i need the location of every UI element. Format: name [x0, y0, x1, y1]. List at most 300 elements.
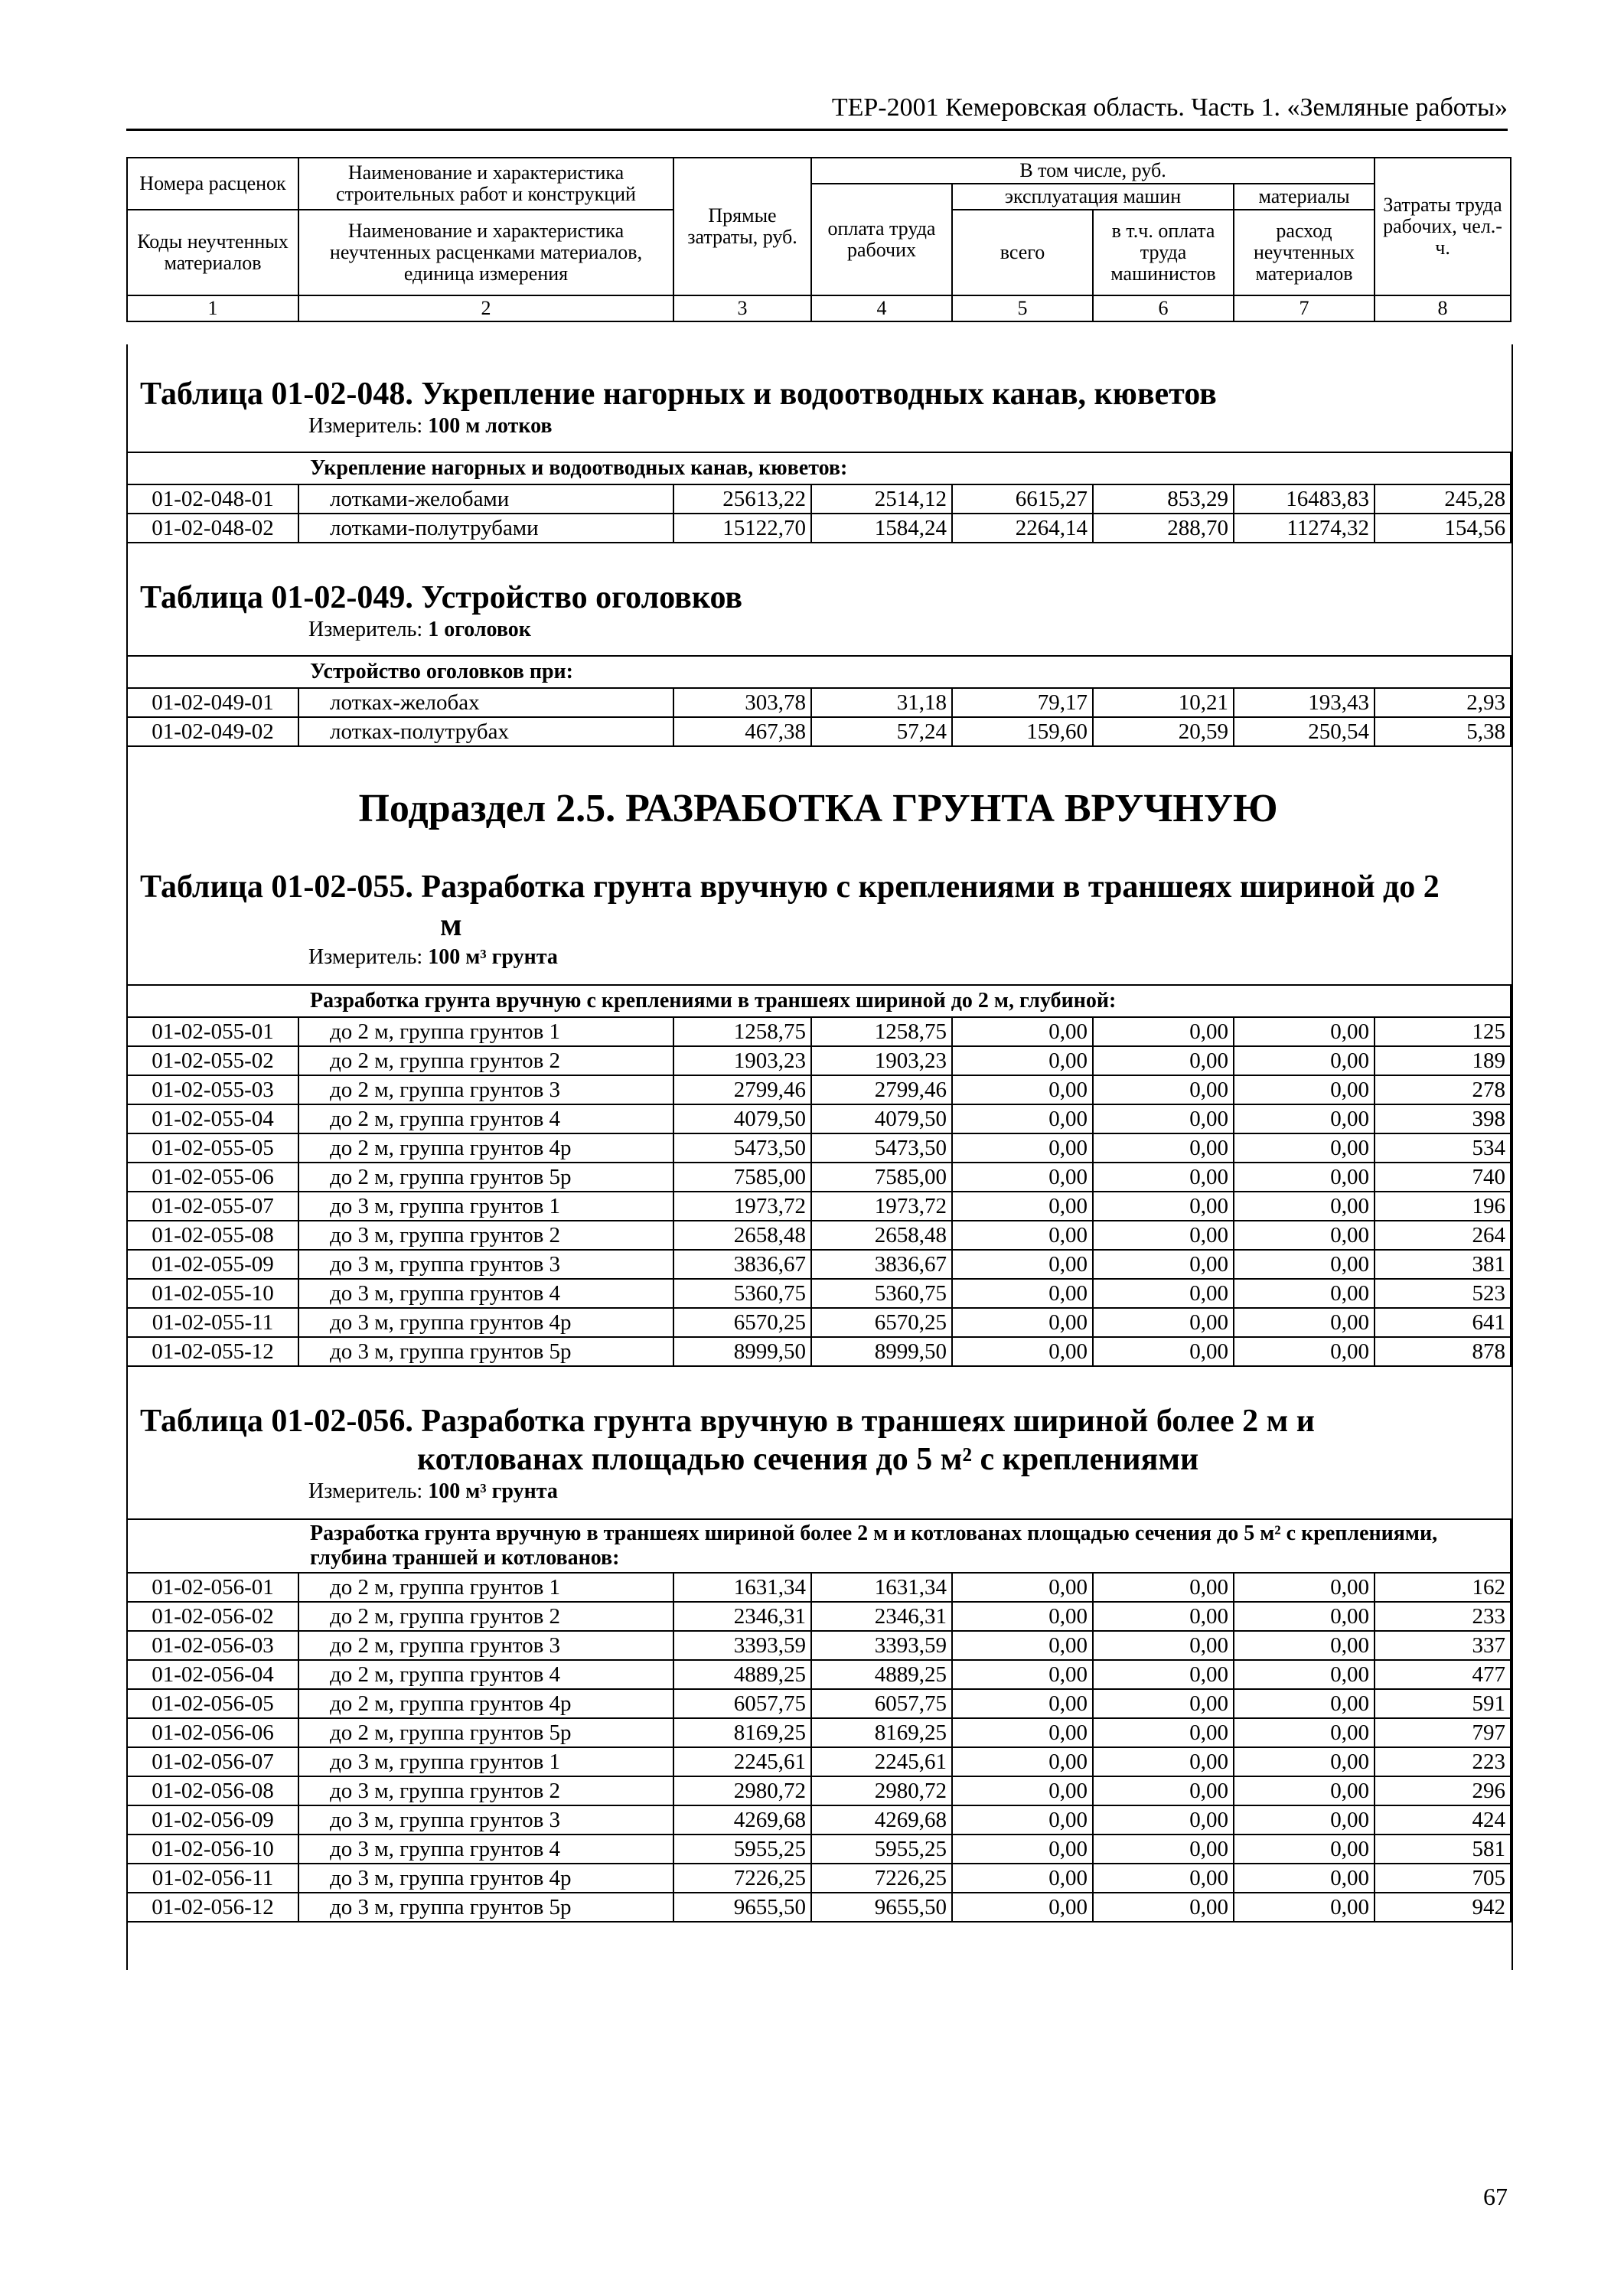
direct-costs: 5473,50	[673, 1133, 811, 1163]
col-direct-costs: Прямые затраты, руб.	[673, 158, 811, 295]
machines-total: 0,00	[952, 1631, 1093, 1660]
worker-wages: 7226,25	[811, 1864, 952, 1893]
labor-hours: 278	[1375, 1075, 1511, 1104]
worker-wages: 2346,31	[811, 1602, 952, 1631]
col-machines-total: всего	[952, 210, 1093, 295]
table-048	[126, 452, 1511, 543]
table-row	[127, 1776, 1511, 1805]
col-num-3: 3	[673, 295, 811, 321]
col-materials: материалы	[1234, 184, 1375, 210]
direct-costs: 303,78	[673, 688, 811, 717]
rate-code: 01-02-048-02	[127, 514, 298, 543]
work-name: до 3 м, группа грунтов 4	[298, 1835, 673, 1864]
machines-total: 0,00	[952, 1046, 1093, 1075]
col-codes-top: Номера расценок	[127, 158, 298, 210]
materials-usage: 11274,32	[1234, 514, 1375, 543]
work-name: лотками-полутрубами	[298, 514, 673, 543]
direct-costs: 7585,00	[673, 1163, 811, 1192]
rate-code: 01-02-056-07	[127, 1747, 298, 1776]
work-name: до 3 м, группа грунтов 4	[298, 1279, 673, 1308]
direct-costs: 4889,25	[673, 1660, 811, 1689]
table-row	[127, 1104, 1511, 1133]
labor-hours: 477	[1375, 1660, 1511, 1689]
work-name: до 2 м, группа грунтов 4	[298, 1660, 673, 1689]
col-num-5: 5	[952, 295, 1093, 321]
measurer	[126, 1479, 1510, 1505]
table-row	[127, 484, 1511, 514]
labor-hours: 878	[1375, 1337, 1511, 1366]
materials-usage: 0,00	[1234, 1250, 1375, 1279]
table-row	[127, 1337, 1511, 1366]
rate-code: 01-02-055-09	[127, 1250, 298, 1279]
measurer-unit: 100 м³ грунта	[428, 1479, 558, 1503]
worker-wages: 5360,75	[811, 1279, 952, 1308]
labor-hours: 223	[1375, 1747, 1511, 1776]
worker-wages: 31,18	[811, 688, 952, 717]
worker-wages: 2514,12	[811, 484, 952, 514]
work-name: до 2 м, группа грунтов 5р	[298, 1163, 673, 1192]
labor-hours: 797	[1375, 1718, 1511, 1747]
table-title: Таблица 01-02-049. Устройство оголовков	[140, 580, 743, 615]
materials-usage: 0,00	[1234, 1718, 1375, 1747]
col-num-7: 7	[1234, 295, 1375, 321]
col-num-2: 2	[298, 295, 673, 321]
work-name: до 2 м, группа грунтов 2	[298, 1602, 673, 1631]
table-row	[127, 1221, 1511, 1250]
machines-total: 0,00	[952, 1718, 1093, 1747]
machines-total: 0,00	[952, 1835, 1093, 1864]
work-name: до 2 м, группа грунтов 2	[298, 1046, 673, 1075]
rate-code: 01-02-055-03	[127, 1075, 298, 1104]
materials-usage: 0,00	[1234, 1602, 1375, 1631]
labor-hours: 424	[1375, 1805, 1511, 1835]
direct-costs: 3393,59	[673, 1631, 811, 1660]
machinists-wages: 0,00	[1093, 1221, 1234, 1250]
machines-total: 79,17	[952, 688, 1093, 717]
labor-hours: 398	[1375, 1104, 1511, 1133]
worker-wages: 1258,75	[811, 1017, 952, 1046]
direct-costs: 7226,25	[673, 1864, 811, 1893]
table-row	[127, 1660, 1511, 1689]
worker-wages: 1973,72	[811, 1192, 952, 1221]
col-materials-usage: расход неучтенных материалов	[1234, 210, 1375, 295]
rate-code: 01-02-055-02	[127, 1046, 298, 1075]
machinists-wages: 0,00	[1093, 1104, 1234, 1133]
materials-usage: 250,54	[1234, 717, 1375, 746]
machinists-wages: 0,00	[1093, 1046, 1234, 1075]
machinists-wages: 20,59	[1093, 717, 1234, 746]
worker-wages: 3393,59	[811, 1631, 952, 1660]
table-row	[127, 688, 1511, 717]
direct-costs: 1258,75	[673, 1017, 811, 1046]
machines-total: 0,00	[952, 1776, 1093, 1805]
direct-costs: 2980,72	[673, 1776, 811, 1805]
direct-costs: 1973,72	[673, 1192, 811, 1221]
table-row	[127, 1864, 1511, 1893]
machines-total: 0,00	[952, 1602, 1093, 1631]
work-name: до 2 м, группа грунтов 4р	[298, 1133, 673, 1163]
table-row	[127, 1689, 1511, 1718]
direct-costs: 5955,25	[673, 1835, 811, 1864]
rate-code: 01-02-056-08	[127, 1776, 298, 1805]
rate-code: 01-02-056-01	[127, 1573, 298, 1602]
table-row	[127, 1718, 1511, 1747]
machines-total: 159,60	[952, 717, 1093, 746]
worker-wages: 2799,46	[811, 1075, 952, 1104]
col-in-total: В том числе, руб.	[811, 158, 1375, 184]
machinists-wages: 0,00	[1093, 1279, 1234, 1308]
rate-code: 01-02-055-05	[127, 1133, 298, 1163]
col-labor: Затраты труда рабочих, чел.-ч.	[1375, 158, 1511, 295]
rate-code: 01-02-056-04	[127, 1660, 298, 1689]
rate-code: 01-02-049-02	[127, 717, 298, 746]
table-title: Таблица 01-02-048. Укрепление нагорных и водоотводных канав, кюветов	[140, 377, 1217, 412]
rate-code: 01-02-056-12	[127, 1893, 298, 1922]
machinists-wages: 0,00	[1093, 1573, 1234, 1602]
materials-usage: 0,00	[1234, 1075, 1375, 1104]
worker-wages: 4079,50	[811, 1104, 952, 1133]
work-name: до 3 м, группа грунтов 5р	[298, 1337, 673, 1366]
worker-wages: 6057,75	[811, 1689, 952, 1718]
machinists-wages: 0,00	[1093, 1017, 1234, 1046]
direct-costs: 8999,50	[673, 1337, 811, 1366]
col-num-6: 6	[1093, 295, 1234, 321]
worker-wages: 4269,68	[811, 1805, 952, 1835]
rate-code: 01-02-055-10	[127, 1279, 298, 1308]
labor-hours: 296	[1375, 1776, 1511, 1805]
direct-costs: 3836,67	[673, 1250, 811, 1279]
work-name: до 2 м, группа грунтов 1	[298, 1017, 673, 1046]
page-number: 67	[1483, 2183, 1508, 2210]
table-049-heading	[126, 579, 1510, 643]
table-055	[126, 984, 1511, 1367]
col-machinists: в т.ч. оплата труда машинистов	[1093, 210, 1234, 295]
materials-usage: 0,00	[1234, 1163, 1375, 1192]
group-heading: Разработка грунта вручную с креплениями в траншеях шириной до 2 м, глубиной:	[127, 985, 1511, 1017]
labor-hours: 523	[1375, 1279, 1511, 1308]
materials-usage: 0,00	[1234, 1133, 1375, 1163]
materials-usage: 0,00	[1234, 1279, 1375, 1308]
table-title	[126, 1402, 1510, 1479]
table-row	[127, 1163, 1511, 1192]
work-name: до 2 м, группа грунтов 3	[298, 1631, 673, 1660]
materials-usage: 0,00	[1234, 1893, 1375, 1922]
work-name: до 2 м, группа грунтов 3	[298, 1075, 673, 1104]
work-name: до 2 м, группа грунтов 4р	[298, 1689, 673, 1718]
machines-total: 0,00	[952, 1308, 1093, 1337]
machines-total: 0,00	[952, 1192, 1093, 1221]
table-row	[127, 1308, 1511, 1337]
materials-usage: 0,00	[1234, 1192, 1375, 1221]
measurer-unit: 100 м лотков	[428, 414, 553, 438]
work-name: до 2 м, группа грунтов 1	[298, 1573, 673, 1602]
worker-wages: 1584,24	[811, 514, 952, 543]
machines-total: 0,00	[952, 1221, 1093, 1250]
worker-wages: 2980,72	[811, 1776, 952, 1805]
machinists-wages: 853,29	[1093, 484, 1234, 514]
machinists-wages: 0,00	[1093, 1893, 1234, 1922]
work-name: до 3 м, группа грунтов 2	[298, 1221, 673, 1250]
col-wages: оплата труда рабочих	[811, 184, 952, 295]
rate-code: 01-02-055-12	[127, 1337, 298, 1366]
group-heading: Устройство оголовков при:	[127, 656, 1511, 688]
materials-usage: 0,00	[1234, 1221, 1375, 1250]
rate-code: 01-02-056-10	[127, 1835, 298, 1864]
materials-usage: 0,00	[1234, 1337, 1375, 1366]
worker-wages: 4889,25	[811, 1660, 952, 1689]
materials-usage: 0,00	[1234, 1046, 1375, 1075]
table-row	[127, 1631, 1511, 1660]
direct-costs: 2245,61	[673, 1747, 811, 1776]
work-name: до 3 м, группа грунтов 3	[298, 1805, 673, 1835]
measurer-label: Измеритель:	[308, 618, 429, 641]
worker-wages: 7585,00	[811, 1163, 952, 1192]
materials-usage: 0,00	[1234, 1308, 1375, 1337]
direct-costs: 2346,31	[673, 1602, 811, 1631]
labor-hours: 233	[1375, 1602, 1511, 1631]
table-title-line-2: м	[440, 908, 462, 943]
measurer-label: Измеритель:	[308, 1479, 429, 1503]
materials-usage: 0,00	[1234, 1689, 1375, 1718]
measurer	[126, 617, 1510, 643]
labor-hours: 740	[1375, 1163, 1511, 1192]
labor-hours: 154,56	[1375, 514, 1511, 543]
work-name: до 3 м, группа грунтов 4р	[298, 1308, 673, 1337]
machinists-wages: 0,00	[1093, 1308, 1234, 1337]
col-machines: эксплуатация машин	[952, 184, 1234, 210]
col-codes-bottom: Коды неучтенных материалов	[127, 210, 298, 295]
work-name: до 3 м, группа грунтов 1	[298, 1747, 673, 1776]
table-row	[127, 1017, 1511, 1046]
table-row	[127, 1893, 1511, 1922]
table-056	[126, 1518, 1511, 1923]
labor-hours: 534	[1375, 1133, 1511, 1163]
machines-total: 0,00	[952, 1747, 1093, 1776]
machinists-wages: 0,00	[1093, 1192, 1234, 1221]
worker-wages: 5955,25	[811, 1835, 952, 1864]
materials-usage: 0,00	[1234, 1864, 1375, 1893]
materials-usage: 0,00	[1234, 1573, 1375, 1602]
materials-usage: 0,00	[1234, 1104, 1375, 1133]
measurer-label: Измеритель:	[308, 414, 429, 438]
worker-wages: 9655,50	[811, 1893, 952, 1922]
rate-code: 01-02-055-01	[127, 1017, 298, 1046]
worker-wages: 2245,61	[811, 1747, 952, 1776]
table-row	[127, 514, 1511, 543]
worker-wages: 3836,67	[811, 1250, 952, 1279]
measurer	[126, 413, 1510, 439]
labor-hours: 381	[1375, 1250, 1511, 1279]
machines-total: 2264,14	[952, 514, 1093, 543]
worker-wages: 1903,23	[811, 1046, 952, 1075]
direct-costs: 5360,75	[673, 1279, 811, 1308]
direct-costs: 4079,50	[673, 1104, 811, 1133]
group-heading: Укрепление нагорных и водоотводных канав, кюветов:	[127, 452, 1511, 484]
machines-total: 0,00	[952, 1893, 1093, 1922]
materials-usage: 0,00	[1234, 1017, 1375, 1046]
machines-total: 0,00	[952, 1805, 1093, 1835]
worker-wages: 1631,34	[811, 1573, 952, 1602]
table-row	[127, 1573, 1511, 1602]
machines-total: 0,00	[952, 1279, 1093, 1308]
labor-hours: 581	[1375, 1835, 1511, 1864]
table-049	[126, 655, 1511, 747]
machines-total: 0,00	[952, 1104, 1093, 1133]
col-name-bottom: Наименование и характеристика неучтенных расценками материалов, единица измерения	[298, 210, 673, 295]
rate-code: 01-02-056-03	[127, 1631, 298, 1660]
work-name: лотках-полутрубах	[298, 717, 673, 746]
table-row	[127, 717, 1511, 746]
labor-hours: 245,28	[1375, 484, 1511, 514]
machines-total: 0,00	[952, 1075, 1093, 1104]
labor-hours: 591	[1375, 1689, 1511, 1718]
machines-total: 0,00	[952, 1337, 1093, 1366]
machinists-wages: 0,00	[1093, 1805, 1234, 1835]
machinists-wages: 10,21	[1093, 688, 1234, 717]
rate-code: 01-02-056-05	[127, 1689, 298, 1718]
measurer-unit: 100 м³ грунта	[428, 945, 558, 969]
table-row	[127, 1046, 1511, 1075]
labor-hours: 705	[1375, 1864, 1511, 1893]
rate-code: 01-02-055-04	[127, 1104, 298, 1133]
machines-total: 0,00	[952, 1864, 1093, 1893]
machines-total: 0,00	[952, 1689, 1093, 1718]
machinists-wages: 0,00	[1093, 1250, 1234, 1279]
machinists-wages: 0,00	[1093, 1163, 1234, 1192]
worker-wages: 8999,50	[811, 1337, 952, 1366]
work-name: до 3 м, группа грунтов 3	[298, 1250, 673, 1279]
direct-costs: 6570,25	[673, 1308, 811, 1337]
table-row	[127, 1250, 1511, 1279]
materials-usage: 193,43	[1234, 688, 1375, 717]
direct-costs: 6057,75	[673, 1689, 811, 1718]
direct-costs: 1631,34	[673, 1573, 811, 1602]
table-row	[127, 1279, 1511, 1308]
machines-total: 0,00	[952, 1017, 1093, 1046]
direct-costs: 4269,68	[673, 1805, 811, 1835]
materials-usage: 0,00	[1234, 1805, 1375, 1835]
table-row	[127, 1805, 1511, 1835]
labor-hours: 189	[1375, 1046, 1511, 1075]
col-num-1: 1	[127, 295, 298, 321]
labor-hours: 5,38	[1375, 717, 1511, 746]
machinists-wages: 0,00	[1093, 1337, 1234, 1366]
worker-wages: 5473,50	[811, 1133, 952, 1163]
running-title: ТЕР-2001 Кемеровская область. Часть 1. «Земляные работы»	[126, 93, 1508, 131]
rate-code: 01-02-048-01	[127, 484, 298, 514]
direct-costs: 8169,25	[673, 1718, 811, 1747]
labor-hours: 162	[1375, 1573, 1511, 1602]
col-num-4: 4	[811, 295, 952, 321]
rate-code: 01-02-055-08	[127, 1221, 298, 1250]
table-row	[127, 1602, 1511, 1631]
machines-total: 6615,27	[952, 484, 1093, 514]
machines-total: 0,00	[952, 1250, 1093, 1279]
machines-total: 0,00	[952, 1660, 1093, 1689]
labor-hours: 942	[1375, 1893, 1511, 1922]
work-name: до 2 м, группа грунтов 4	[298, 1104, 673, 1133]
rate-code: 01-02-056-11	[127, 1864, 298, 1893]
worker-wages: 8169,25	[811, 1718, 952, 1747]
table-row	[127, 1747, 1511, 1776]
table-title	[126, 868, 1510, 944]
rate-code: 01-02-055-07	[127, 1192, 298, 1221]
labor-hours: 125	[1375, 1017, 1511, 1046]
worker-wages: 57,24	[811, 717, 952, 746]
worker-wages: 6570,25	[811, 1308, 952, 1337]
work-name: до 3 м, группа грунтов 5р	[298, 1893, 673, 1922]
measurer-unit: 1 оголовок	[428, 618, 531, 641]
worker-wages: 2658,48	[811, 1221, 952, 1250]
machinists-wages: 0,00	[1093, 1660, 1234, 1689]
labor-hours: 337	[1375, 1631, 1511, 1660]
work-name: до 3 м, группа грунтов 2	[298, 1776, 673, 1805]
direct-costs: 1903,23	[673, 1046, 811, 1075]
table-row	[127, 1192, 1511, 1221]
rate-code: 01-02-055-11	[127, 1308, 298, 1337]
machinists-wages: 0,00	[1093, 1602, 1234, 1631]
direct-costs: 467,38	[673, 717, 811, 746]
materials-usage: 0,00	[1234, 1631, 1375, 1660]
rate-code: 01-02-055-06	[127, 1163, 298, 1192]
machinists-wages: 0,00	[1093, 1776, 1234, 1805]
table-title-line-2: котлованах площадью сечения до 5 м² с креплениями	[417, 1442, 1199, 1477]
machinists-wages: 288,70	[1093, 514, 1234, 543]
table-title-line-1: Таблица 01-02-056. Разработка грунта вручную в траншеях шириной более 2 м и	[140, 1404, 1315, 1439]
machines-total: 0,00	[952, 1163, 1093, 1192]
machinists-wages: 0,00	[1093, 1718, 1234, 1747]
rate-code: 01-02-049-01	[127, 688, 298, 717]
materials-usage: 0,00	[1234, 1776, 1375, 1805]
table-055-heading	[126, 868, 1510, 970]
work-name: лотками-желобами	[298, 484, 673, 514]
column-header-table	[126, 157, 1511, 322]
materials-usage: 0,00	[1234, 1660, 1375, 1689]
labor-hours: 641	[1375, 1308, 1511, 1337]
machines-total: 0,00	[952, 1573, 1093, 1602]
measurer	[126, 944, 1510, 970]
group-heading: Разработка грунта вручную в траншеях шириной более 2 м и котлованах площадью сечения до 5 м² с креплениями, глубина траншей и котлованов:	[127, 1519, 1511, 1573]
machines-total: 0,00	[952, 1133, 1093, 1163]
machinists-wages: 0,00	[1093, 1631, 1234, 1660]
direct-costs: 25613,22	[673, 484, 811, 514]
work-name: лотках-желобах	[298, 688, 673, 717]
materials-usage: 16483,83	[1234, 484, 1375, 514]
materials-usage: 0,00	[1234, 1747, 1375, 1776]
table-056-heading	[126, 1402, 1510, 1505]
direct-costs: 9655,50	[673, 1893, 811, 1922]
table-row	[127, 1133, 1511, 1163]
machinists-wages: 0,00	[1093, 1747, 1234, 1776]
labor-hours: 2,93	[1375, 688, 1511, 717]
col-num-8: 8	[1375, 295, 1511, 321]
table-row	[127, 1075, 1511, 1104]
machinists-wages: 0,00	[1093, 1133, 1234, 1163]
labor-hours: 196	[1375, 1192, 1511, 1221]
direct-costs: 2799,46	[673, 1075, 811, 1104]
machinists-wages: 0,00	[1093, 1864, 1234, 1893]
measurer-label: Измеритель:	[308, 945, 429, 969]
table-048-heading	[126, 375, 1510, 439]
labor-hours: 264	[1375, 1221, 1511, 1250]
machinists-wages: 0,00	[1093, 1835, 1234, 1864]
col-name-top: Наименование и характеристика строительных работ и конструкций	[298, 158, 673, 210]
materials-usage: 0,00	[1234, 1835, 1375, 1864]
subsection-title: Подраздел 2.5. РАЗРАБОТКА ГРУНТА ВРУЧНУЮ	[358, 787, 1278, 830]
machinists-wages: 0,00	[1093, 1689, 1234, 1718]
direct-costs: 15122,70	[673, 514, 811, 543]
direct-costs: 2658,48	[673, 1221, 811, 1250]
